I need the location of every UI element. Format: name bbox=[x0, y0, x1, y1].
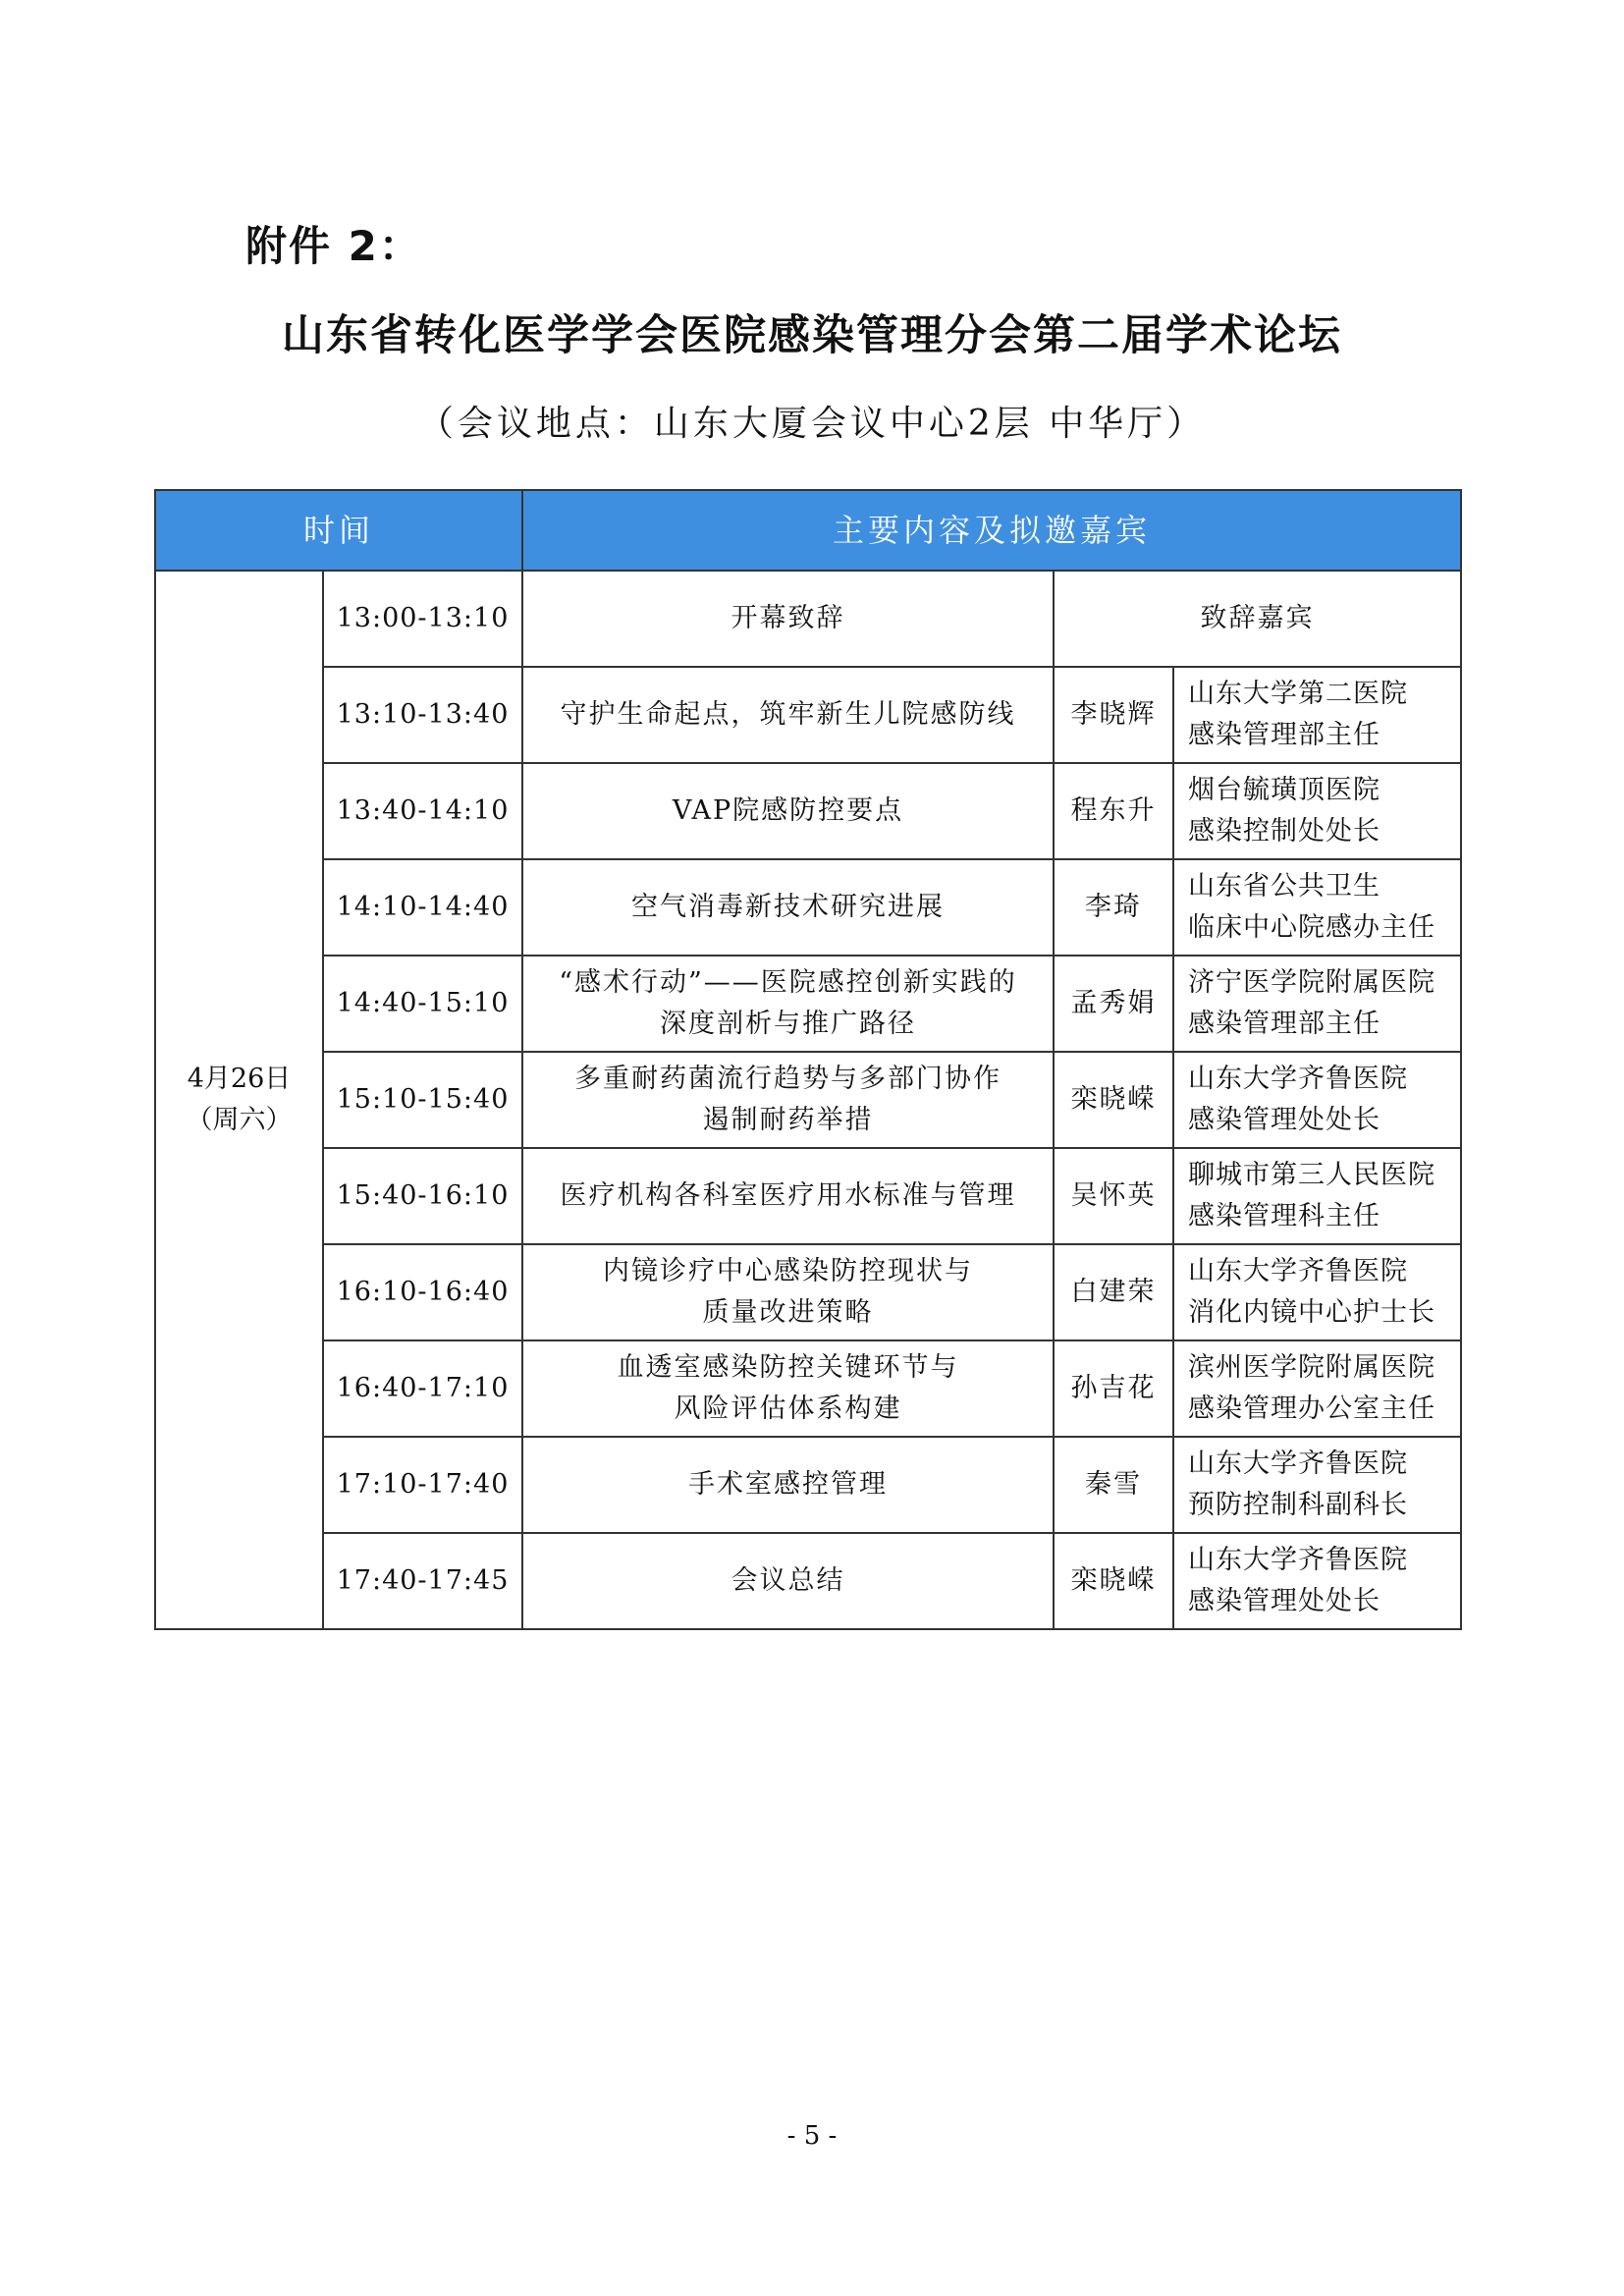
organization-line: 感染控制处处长 bbox=[1188, 816, 1381, 847]
organization-cell bbox=[1173, 1244, 1461, 1340]
organization-line: 感染管理处处长 bbox=[1188, 1586, 1381, 1616]
speaker-cell: 秦雪 bbox=[1054, 1437, 1173, 1533]
topic-line: “感术行动”——医院感控创新实践的 bbox=[559, 967, 1017, 998]
time-cell: 16:40-17:10 bbox=[323, 1340, 522, 1437]
topic-line: 质量改进策略 bbox=[702, 1297, 874, 1328]
table-row bbox=[155, 667, 1461, 763]
topic-cell bbox=[522, 1437, 1054, 1533]
topic-cell bbox=[522, 859, 1054, 956]
topic-line: 多重耐药菌流行趋势与多部门协作 bbox=[574, 1064, 1002, 1094]
topic-line: 风险评估体系构建 bbox=[674, 1394, 902, 1424]
organization-cell bbox=[1173, 1052, 1461, 1148]
time-cell: 17:40-17:45 bbox=[323, 1533, 522, 1629]
speaker-cell: 孟秀娟 bbox=[1054, 956, 1173, 1052]
speaker-cell: 白建荣 bbox=[1054, 1244, 1173, 1340]
speaker-cell: 栾晓嵘 bbox=[1054, 1533, 1173, 1629]
table-row bbox=[155, 1244, 1461, 1340]
organization-line: 山东省公共卫生 bbox=[1188, 871, 1381, 902]
organization-line: 山东大学第二医院 bbox=[1188, 679, 1409, 709]
date-line: 4月26日 bbox=[187, 1064, 292, 1094]
schedule-table bbox=[154, 489, 1462, 1630]
time-cell: 14:40-15:10 bbox=[323, 956, 522, 1052]
organization-line: 滨州医学院附属医院 bbox=[1188, 1352, 1436, 1383]
organization-cell bbox=[1173, 859, 1461, 956]
speaker-cell: 栾晓嵘 bbox=[1054, 1052, 1173, 1148]
time-cell: 13:00-13:10 bbox=[323, 571, 522, 667]
table-row bbox=[155, 1533, 1461, 1629]
topic-line: 医疗机构各科室医疗用水标准与管理 bbox=[560, 1180, 1016, 1211]
table-row bbox=[155, 1148, 1461, 1244]
time-cell: 13:10-13:40 bbox=[323, 667, 522, 763]
time-cell: 13:40-14:10 bbox=[323, 763, 522, 859]
date-cell bbox=[155, 571, 323, 1629]
organization-line: 烟台毓璜顶医院 bbox=[1188, 775, 1381, 805]
organization-line: 山东大学齐鲁医院 bbox=[1188, 1545, 1409, 1575]
table-row bbox=[155, 1340, 1461, 1437]
organization-cell bbox=[1173, 956, 1461, 1052]
table-row bbox=[155, 859, 1461, 956]
organization-cell bbox=[1173, 763, 1461, 859]
time-cell: 17:10-17:40 bbox=[323, 1437, 522, 1533]
organization-cell bbox=[1173, 1437, 1461, 1533]
table-header-row bbox=[155, 490, 1461, 571]
topic-cell bbox=[522, 1052, 1054, 1148]
header-time: 时间 bbox=[155, 490, 522, 571]
topic-line: 守护生命起点，筑牢新生儿院感防线 bbox=[560, 699, 1016, 730]
topic-cell bbox=[522, 956, 1054, 1052]
topic-cell bbox=[522, 1340, 1054, 1437]
venue-subtitle: （会议地点：山东大厦会议中心2层 中华厅） bbox=[417, 404, 1207, 444]
table-row-opening bbox=[155, 571, 1461, 667]
table-row bbox=[155, 956, 1461, 1052]
table-row bbox=[155, 763, 1461, 859]
topic-line: 内镜诊疗中心感染防控现状与 bbox=[603, 1256, 974, 1286]
speaker-cell: 致辞嘉宾 bbox=[1054, 571, 1461, 667]
topic-line: 深度剖析与推广路径 bbox=[660, 1009, 917, 1039]
organization-line: 山东大学齐鲁医院 bbox=[1188, 1449, 1409, 1479]
organization-line: 临床中心院感办主任 bbox=[1188, 912, 1436, 943]
topic-line: 手术室感控管理 bbox=[688, 1469, 889, 1500]
topic-cell bbox=[522, 1148, 1054, 1244]
topic-cell bbox=[522, 1244, 1054, 1340]
organization-line: 山东大学齐鲁医院 bbox=[1188, 1256, 1409, 1286]
speaker-cell: 程东升 bbox=[1054, 763, 1173, 859]
topic-line: 会议总结 bbox=[731, 1565, 845, 1596]
organization-cell bbox=[1173, 1533, 1461, 1629]
topic-cell bbox=[522, 667, 1054, 763]
organization-line: 消化内镜中心护士长 bbox=[1188, 1297, 1436, 1328]
organization-cell bbox=[1173, 1148, 1461, 1244]
topic-line: 遏制耐药举措 bbox=[702, 1105, 874, 1135]
organization-line: 济宁医学院附属医院 bbox=[1188, 967, 1436, 998]
organization-line: 感染管理办公室主任 bbox=[1188, 1394, 1436, 1424]
speaker-cell: 吴怀英 bbox=[1054, 1148, 1173, 1244]
time-cell: 16:10-16:40 bbox=[323, 1244, 522, 1340]
header-content: 主要内容及拟邀嘉宾 bbox=[522, 490, 1461, 571]
topic-line: 空气消毒新技术研究进展 bbox=[631, 892, 946, 922]
topic-line: 血透室感染防控关键环节与 bbox=[617, 1352, 959, 1383]
topic-cell bbox=[522, 1533, 1054, 1629]
table-row bbox=[155, 1437, 1461, 1533]
organization-line: 预防控制科副科长 bbox=[1188, 1490, 1409, 1520]
topic-cell bbox=[522, 763, 1054, 859]
page-number: - 5 - bbox=[786, 2121, 838, 2151]
speaker-cell: 李晓辉 bbox=[1054, 667, 1173, 763]
topic-cell: 开幕致辞 bbox=[522, 571, 1054, 667]
time-cell: 15:40-16:10 bbox=[323, 1148, 522, 1244]
attachment-label: 附件 2： bbox=[245, 222, 422, 270]
organization-cell bbox=[1173, 667, 1461, 763]
document-title: 山东省转化医学学会医院感染管理分会第二届学术论坛 bbox=[282, 311, 1342, 360]
organization-line: 聊城市第三人民医院 bbox=[1188, 1160, 1436, 1190]
speaker-cell: 孙吉花 bbox=[1054, 1340, 1173, 1437]
organization-line: 感染管理部主任 bbox=[1188, 1009, 1381, 1039]
organization-line: 感染管理部主任 bbox=[1188, 720, 1381, 750]
organization-cell bbox=[1173, 1340, 1461, 1437]
weekday-line: （周六） bbox=[186, 1105, 293, 1135]
organization-line: 感染管理处处长 bbox=[1188, 1105, 1381, 1135]
organization-line: 山东大学齐鲁医院 bbox=[1188, 1064, 1409, 1094]
table-row bbox=[155, 1052, 1461, 1148]
speaker-cell: 李琦 bbox=[1054, 859, 1173, 956]
topic-line: VAP院感防控要点 bbox=[672, 795, 904, 826]
time-cell: 15:10-15:40 bbox=[323, 1052, 522, 1148]
time-cell: 14:10-14:40 bbox=[323, 859, 522, 956]
organization-line: 感染管理科主任 bbox=[1188, 1201, 1381, 1231]
